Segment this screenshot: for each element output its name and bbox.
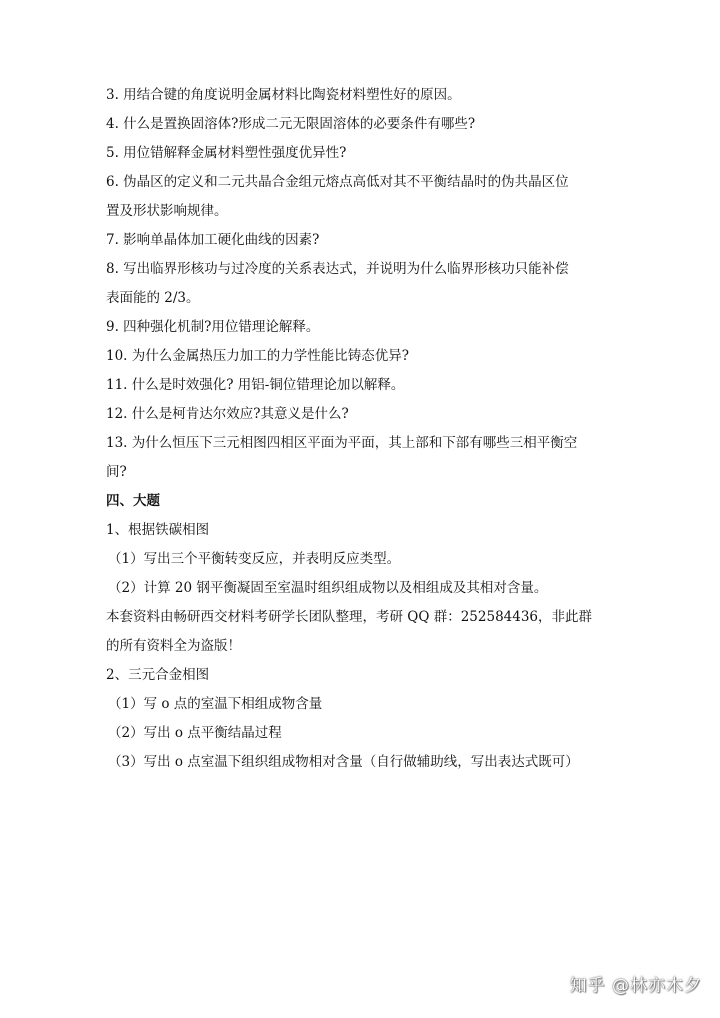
question-13-line1: 13. 为什么恒压下三元相图四相区平面为平面，其上部和下部有哪些三相平衡空 <box>106 435 578 451</box>
big-question-1-item-1: （1）写出三个平衡转变反应，并表明反应类型。 <box>108 551 401 567</box>
document-body <box>106 84 622 780</box>
question-11: 11. 什么是时效强化? 用铝-铜位错理论加以解释。 <box>106 377 405 393</box>
notice-line-2: 的所有资料全为盗版！ <box>106 638 241 654</box>
big-question-2-item-1: （1）写 o 点的室温下相组成物含量 <box>108 696 323 712</box>
question-12: 12. 什么是柯肯达尔效应?其意义是什么? <box>106 406 349 422</box>
question-13-line2: 间? <box>106 464 127 480</box>
zhihu-watermark: 知乎 @林亦木夕 <box>569 976 702 996</box>
question-6-line2: 置及形状影响规律。 <box>106 203 228 219</box>
big-question-1-title: 1、根据铁碳相图 <box>106 522 210 538</box>
big-question-2-title: 2、三元合金相图 <box>106 667 210 683</box>
question-5: 5. 用位错解释金属材料塑性强度优异性? <box>106 145 347 161</box>
question-3: 3. 用结合键的角度说明金属材料比陶瓷材料塑性好的原因。 <box>106 87 461 103</box>
question-7: 7. 影响单晶体加工硬化曲线的因素? <box>106 232 320 248</box>
question-4: 4. 什么是置换固溶体?形成二元无限固溶体的必要条件有哪些? <box>106 116 476 132</box>
question-8-line2: 表面能的 2/3。 <box>106 290 200 306</box>
question-6-line1: 6. 伪晶区的定义和二元共晶合金组元熔点高低对其不平衡结晶时的伪共晶区位 <box>106 174 569 190</box>
big-question-2-item-3: （3）写出 o 点室温下组织组成物相对含量（自行做辅助线，写出表达式既可） <box>108 754 579 770</box>
big-question-1-item-2: （2）计算 20 钢平衡凝固至室温时组织组成物以及相组成及其相对含量。 <box>108 580 548 596</box>
big-question-2-item-2: （2）写出 o 点平衡结晶过程 <box>108 725 282 741</box>
question-8-line1: 8. 写出临界形核功与过冷度的关系表达式，并说明为什么临界形核功只能补偿 <box>106 261 569 277</box>
notice-line-1: 本套资料由畅研西交材料考研学长团队整理，考研 QQ 群：252584436，非此群 <box>106 609 593 625</box>
question-9: 9. 四种强化机制?用位错理论解释。 <box>106 319 320 335</box>
question-10: 10. 为什么金属热压力加工的力学性能比铸态优异? <box>106 348 409 364</box>
section-heading: 四、大题 <box>106 493 160 509</box>
